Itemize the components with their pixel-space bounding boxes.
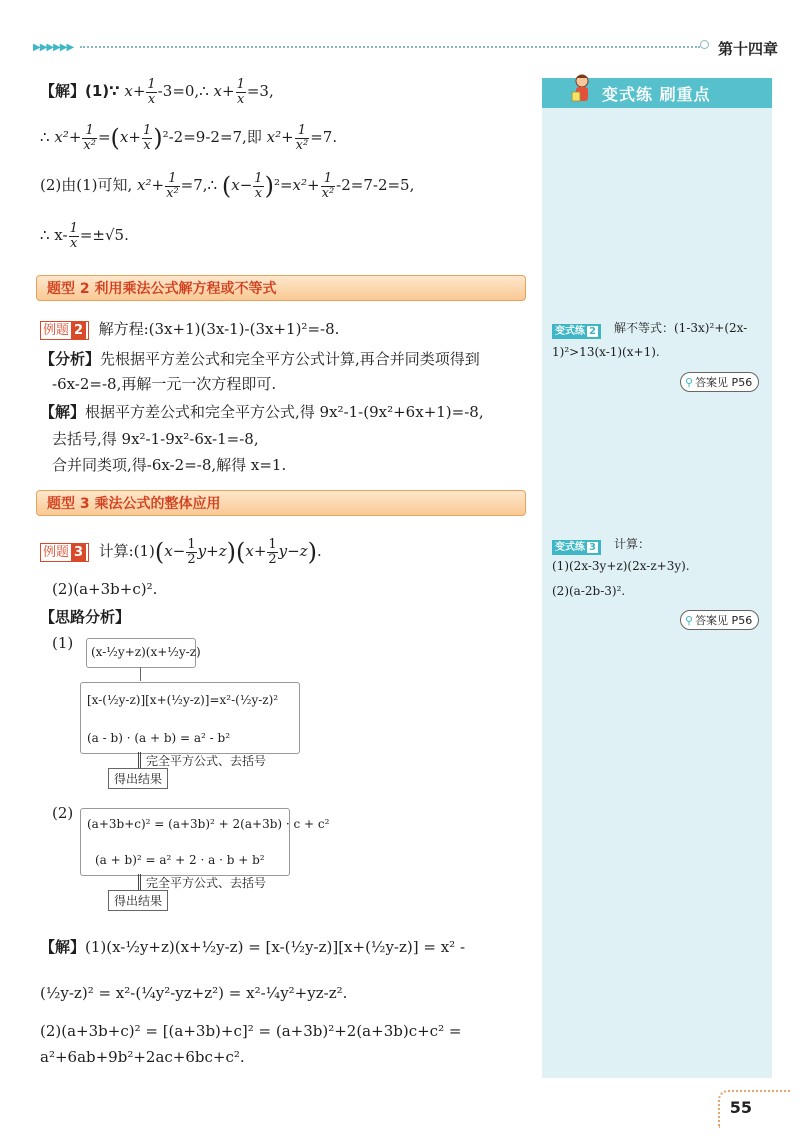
section-banner-type-3: 题型 3 乘法公式的整体应用 [36,490,526,516]
example-2-solution-3: 合并同类项,得-6x-2=-8,解得 x=1. [52,456,287,474]
diagram-1-note: 完全平方公式、去括号 [146,754,267,768]
diagram-2-label: (2) [52,804,74,822]
pin-icon: ⚲ [685,614,694,627]
sidebar-panel [542,78,772,1078]
diagram-2-note: 完全平方公式、去括号 [146,876,267,890]
diagram-2-main-box: (a+3b+c)² = (a+3b)² + 2(a+3b) · c + c² (a + b)² = a² + 2 · a · b + b² [80,808,290,876]
header-rule-end [700,40,709,49]
student-mascot-icon [566,72,600,106]
example-3-solution-2: (½y-z)² = x²-(¼y²-yz+z²) = x²-¼y²+yz-z². [40,984,348,1002]
sidebar-title: 变式练 刷重点 [602,85,711,104]
variant-2-line2: 1)²>13(x-1)(x+1). [552,345,660,359]
solution-line-1: 【解】(1)∵ x+ $\frac{1}{x}$ -3=0,∴ x+ $\frac{1}{x}$ =3, [40,77,274,107]
diagram-1-arrow [140,667,141,681]
header-arrows: ▶▶▶▶▶▶ [33,42,74,53]
section-banner-type-2: 题型 2 利用乘法公式解方程或不等式 [36,275,526,301]
example-3-solution-1: 【解】(1)(x-½y+z)(x+½y-z) = [x-(½y-z)][x+(½y-z)] = x² - [40,938,466,956]
diagram-2-result: 得出结果 [108,890,168,911]
example-3-solution-4: a²+6ab+9b²+2ac+6bc+c². [40,1048,245,1066]
chapter-title: 第十四章 [717,40,778,58]
diagram-1-result: 得出结果 [108,768,168,789]
variant-3-line2: (1)(2x-3y+z)(2x-z+3y). [552,559,690,573]
variant-badge-2: 变式练 2 [552,320,601,339]
diagram-1-top-box: (x-½y+z)(x+½y-z) [86,638,196,668]
example-3-problem-2: (2)(a+3b+c)². [52,580,158,598]
diagram-2-double-arrow [138,874,141,890]
answer-link-2[interactable]: ⚲ 答案见 P56 [680,372,759,392]
diagram-1-main-box: [x-(½y-z)][x+(½y-z)]=x²-(½y-z)² (a - b) · (a + b) = a² - b² [80,682,300,754]
pin-icon: ⚲ [685,376,694,389]
example-2-solution-2: 去括号,得 9x²-1-9x²-6x-1=-8, [52,430,259,448]
example-2-analysis-2: -6x-2=-8,再解一元一次方程即可. [52,375,277,393]
diagram-1-label: (1) [52,634,74,652]
thinking-tag: 【思路分析】 [40,608,131,626]
variant-3-line3: (2)(a-2b-3)². [552,584,626,598]
solution-line-3: (2)由(1)可知, x²+ $\frac{1}{\text{x²}}$ =7,∴ (x− $\frac{1}{x}$ )²=x²+ $\frac{1}{\text{x²}}$ -2=7-2=5, [40,171,415,201]
example-2-analysis-1: 【分析】先根据平方差公式和完全平方公式计算,再合并同类项得到 [40,350,480,368]
page-number: 55 [729,1098,752,1117]
example-3-problem: 例题 3 计算:(1)(x− $\frac{1}{2}$ y+z)(x+ $\frac{1}{2}$ y−z). [40,538,322,566]
diagram-1-double-arrow [138,752,141,768]
variant-3-line1: 计算： [614,537,651,551]
example-3-solution-3: (2)(a+3b+c)² = [(a+3b)+c]² = (a+3b)²+2(a+3b)c+c² = [40,1022,462,1040]
solution-line-2: ∴ x²+ $\frac{1}{\text{x²}}$ =(x+ $\frac{1}{x}$ )²-2=9-2=7,即 x²+ $\frac{1}{\text{x²}}$ =7. [40,123,338,153]
solution-line-4: ∴ x- $\frac{1}{x}$ =±√5. [40,221,129,251]
answer-link-3[interactable]: ⚲ 答案见 P56 [680,610,759,630]
example-2-problem: 例题 2 解方程:(3x+1)(3x-1)-(3x+1)²=-8. [40,318,339,340]
example-2-solution-1: 【解】根据平方差公式和完全平方公式,得 9x²-1-(9x²+6x+1)=-8, [40,403,484,421]
variant-2-line1: 解不等式：(1-3x)²+(2x- [614,321,748,335]
variant-badge-3: 变式练 3 [552,536,601,555]
header-rule [80,46,700,48]
